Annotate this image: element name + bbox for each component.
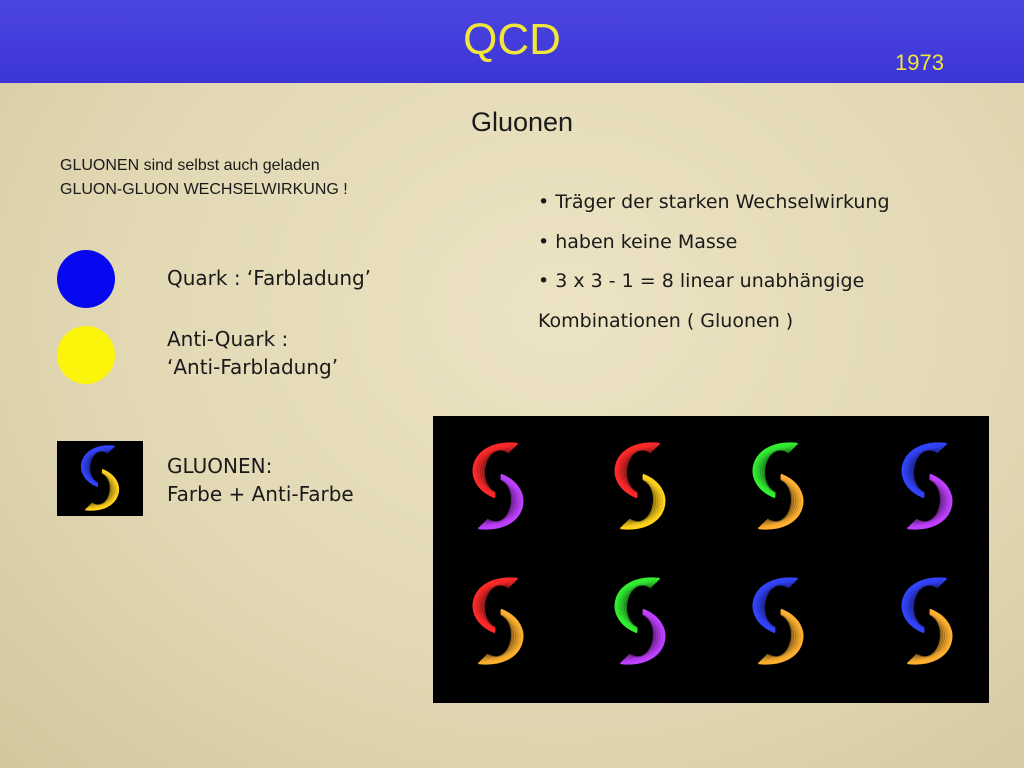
antiquark-label-line-2: ‘Anti-Farbladung’ (167, 355, 339, 379)
gluon-glyph (616, 444, 665, 529)
quark-color-dot (57, 250, 115, 308)
gluon-glyph (474, 444, 523, 529)
charge-note-line-1: GLUONEN sind selbst auch geladen (60, 157, 320, 174)
gluon-label (167, 452, 354, 508)
gluon-label-line-2: Farbe + Anti-Farbe (167, 482, 354, 506)
properties-list (538, 183, 890, 341)
charge-note (60, 154, 348, 202)
property-item: • haben keine Masse (538, 230, 738, 253)
gluon-glyph (903, 579, 952, 664)
property-item: Kombinationen ( Gluonen ) (538, 309, 794, 332)
charge-note-line-2: GLUON-GLUON WECHSELWIRKUNG ! (60, 181, 348, 198)
gluon-glyph (754, 444, 803, 529)
property-item: • Träger der starken Wechselwirkung (538, 191, 890, 213)
gluon-label-line-1: GLUONEN: (167, 454, 273, 478)
gluon-glyph (474, 579, 523, 664)
slide-title: QCD (463, 15, 561, 64)
gluon-glyph (903, 444, 952, 529)
antiquark-label-line-1: Anti-Quark : (167, 327, 289, 351)
gluon-glyph (754, 579, 803, 664)
quark-label: Quark : ‘Farbladung’ (167, 266, 372, 290)
slide-subtitle: Gluonen (470, 107, 574, 137)
year-label: 1973 (895, 50, 944, 75)
antiquark-label (167, 325, 338, 381)
property-item: • 3 x 3 - 1 = 8 linear unabhängige (538, 270, 865, 292)
gluon-sample-image (57, 441, 143, 516)
gluon-glyph (616, 579, 665, 664)
antiquark-color-dot (57, 326, 115, 384)
gluon-combinations-image (433, 416, 989, 703)
